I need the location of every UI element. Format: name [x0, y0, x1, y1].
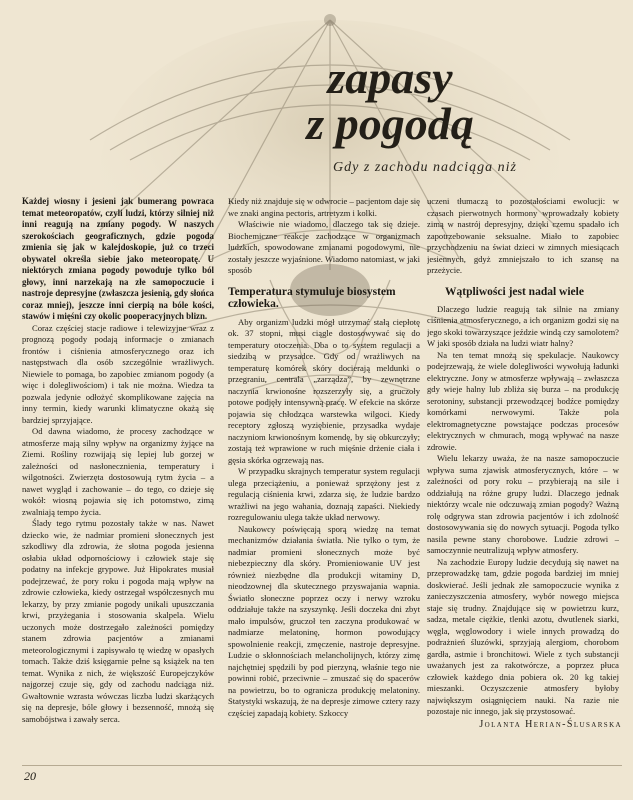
body-paragraph: Dlaczego ludzie reagują tak silnie na zmiany ciśnienia atmosferycznego, a ich organizm godzi się na jego skoki towarzyszące jeździe windą czy samolotem? W jaki sposób działa na ludzi wiatr halny? [427, 303, 619, 348]
lead-paragraph: Każdej wiosny i jesieni jak bumerang powraca temat meteoropatów, czyli ludzi, którzy silniej niż inni reagują na zmiany pogody. W naszych szerokościach geograficznych, gdzie pogoda zmienia się jak w kalejdoskopie, już co trzeci obywatel określa siebie jako meteoropatę. U niektórych zmiana pogody powoduje tylko ból głowy, inni narzekają na złe samopoczucie i nastroje depresyjne (zwłaszcza jesienią, gdy słońca coraz mniej), jeszcze inni cierpią na bóle kości, stawów i mięśni czy okolic pooperacyjnych blizn. [22, 196, 214, 321]
footer-divider [22, 765, 622, 766]
body-paragraph: uczeni tłumaczą to pozostałościami ewolucji: w czasach pierwotnych hormony wprowadzały kobiety zimą w nastrój depresyjny, dzięki czemu spadało ich zapotrzebowanie seksualne. Miało to zapobiec przychodzeniu na świat dzieci w zimnych miesiącach jesiennych, gdyż zmniejszało to ich szansę na przeżycie. [427, 196, 619, 275]
body-paragraph: Ślady tego rytmu pozostały także w nas. Nawet dziecko wie, że nadmiar promieni słonecznych jest szkodliwy dla zdrowia, że słotna pogoda jesienna osłabia układ odpornościowy i człowiek staje się podatny na infekcje grypowe. Już Hipokrates musiał podejrzewać, że pory roku i pogoda mają wpływ na zdrowie człowieka, kiedy ostrzegał współczesnych mu lekarzy, by przy zmianie pogody unikali upuszczania krwi, przyżegania i stosowania skalpela. Wielu uczonych może dostrzegało zależności pomiędzy stanem zdrowia pacjentów a zmianami meteorologicznymi i zapisywało tę wiedzę w opasłych tomach. Także dziś księgarnie pełne są książek na ten temat. Wynika z nich, że większość Europejczyków najgorzej czuje się, gdy od zachodu nadciąga niż. Gwałtownie wzrasta wówczas liczba ludzi skarżących się na depresje, bóle głowy i bezsenność, mnożą się samobójstwa i zawały serca. [22, 518, 214, 724]
body-paragraph: Na ten temat mnożą się spekulacje. Naukowcy podejrzewają, że wiele dolegliwości wywołują ładunki elektryczne. Jony w atmosferze wpływają – zwłaszcza gdy wieje halny lub zbliża się burza – na produkcję serotoniny, substancji przewodzącej bodźce pomiędzy komórkami nerwowymi. Także pola elektromagnetyczne powstające podczas procesów elektrycznych w chmurach, mogą wpływać na nasze zdrowie. [427, 349, 619, 452]
body-paragraph: Kiedy niż znajduje się w odwrocie – pacjentom daje się we znaki angina pectoris, artretyzm i kolki. [228, 196, 420, 218]
body-paragraph: Aby organizm ludzki mógł utrzymać stałą ciepłotę ok. 37 stopni, musi ciągle dostosowywać się do temperatury otoczenia. Dba o to system regulacji a siedzibą w przysadce. Gdy od wrażliwych na temperaturę komórek skóry docierają meldunki o przegraniu, centrala „zarządza”, by zewnętrzne naczynia krwionośne rozszerzyły się, a gruczoły potowe podjęły intensywną pracę. W efekcie na skórze pojawia się chłodząca warstewka wilgoci. Kiedy receptory zgłoszą wyziębienie, przysadka wydaje naczyniom krwionośnym komendę, by się obkurczyły; zostają też wprawione w ruch mięśnie drżenie ciała i gęsia skórka ogrzewają nas. [228, 316, 420, 465]
title-line-1: zapasy [327, 52, 453, 103]
title-line-2: z pogodą [306, 98, 474, 149]
column-3 [427, 196, 619, 716]
section-heading-temperature: Temperatura stymuluje biosystem człowieka. [228, 285, 396, 310]
body-paragraph: Naukowcy poświęcają sporą wiedzę na temat mechanizmów działania światła. Nie tylko o tym, że nadmiar promieni słonecznych może być niebezpieczny dla skóry. Promieniowanie UV jest również niezbędne dla produkcji witaminy D, nieodzownej dla skutecznego przyswajania wapnia. Światło słoneczne poprzez oczy i nerwy wzroku oddziałuje także na szyszynkę. Jeśli doczeka dni zbyt mało impulsów, gruczoł ten zaczyna produkować w nadmiarze melatoninę, hormon powodujący spowolnienie reakcji, zmęczenie, nastroje depresyjne. Ludzie o skłonnościach melancholijnych, którzy zimę najchętniej spędzili by pod pierzyną, właśnie tego nie powinni robić, przeciwnie – zmuszać się do spacerów na powietrzu, bo to ogranicza produkcję melatoniny. Statystyki wskazują, że na depresje zimowe cztery razy częściej zapadają kobiety. Szkoccy [228, 523, 420, 718]
page-number: 20 [24, 769, 36, 783]
body-paragraph: Na zachodzie Europy ludzie decydują się nawet na przeprowadzkę tam, gdzie pogoda bardziej im mniej doskwierać. Jeśli jednak złe samopoczucie wynika z zanieczyszczenia atmosfery, wybór nowego miejsca staje się trudny. Znajdujące się w powietrzu kurz, sadza, metale ciężkie, tlenki azotu, dwutlenek siarki, węgla, węglowodory i wiele innych prowadzą do podrażnień śluzówki, sprzyjają alergiom, chorobom gardła, astmie i bronchitowi. Wiele z tych substancji uważanych jest za rakotwórcze, a poprzez płuca człowiek każdego dnia pobiera ok. 20 kg takiej mieszanki. Oczyszczenie atmosfery byłoby największym osiągnięciem nauki. Na razie nie pozostaje nic innego, jak się przystosować. [427, 556, 619, 716]
article-title [220, 52, 560, 149]
body-paragraph: Od dawna wiadomo, że procesy zachodzące w atmosferze mają silny wpływ na organizmy żyjące na Ziemi. Rośliny rozwijają się lepiej lub gorzej w zależności od nasłonecznienia, temperatury i wilgotności. Zwierzęta dostosowują rytm życia – a nawet wygląd i zachowanie – do tego, co dzieje się wokół: wiosną pojawia się ich potomstwo, zimą zwalniają tempo życia. [22, 426, 214, 517]
article-subtitle: Gdy z zachodu nadciąga niż [333, 160, 517, 175]
section-heading-doubts: Wątpliwości jest nadal wiele [445, 285, 584, 298]
column-2 [228, 196, 420, 766]
body-paragraph: Właściwie nie wiadomo, dlaczego tak się dzieje. Biochemiczne reakcje zachodzące w organizmach ludzkich, spowodowane zmianami pogodowymi, nie zostały jeszcze wyjaśnione. Wiadomo natomiast, w jaki sposób [228, 219, 420, 275]
body-paragraph: Coraz częściej stacje radiowe i telewizyjne wraz z prognozą pogody podają informacje o zmianach frontów i ciśnienia atmosferycznego oraz ich następstwach dla osób szczególnie wrażliwych. Niewiele to pomaga, bo zapobiec zmianom pogody (a więc i dolegliwościom) i tak nie można. Wiedza ta pozwala jedynie odłożyć skomplikowane zajęcia na inny termin, kiedy warunki klimatyczne okażą się bardziej sprzyjające. [22, 322, 214, 425]
body-paragraph: Wielu lekarzy uważa, że na nasze samopoczucie wpływa suma zjawisk atmosferycznych, które – w zależności od pory roku – przybierają na sile i oddziałują na różne grupy ludzi. Dlaczego jednak niektórzy wcale nie odczuwają zmian pogody? Ważną rolę odgrywa stan zdrowia pacjentów i ich zdolność dostosowywania się do nowych sytuacji. Pogoda tylko nasila pewne stany chorobowe. Ludzie zdrowi – samoczynnie neutralizują wpływ atmosfery. [427, 453, 619, 555]
author-signature: Jolanta Herian-Ślusarska [479, 719, 622, 730]
column-1 [22, 196, 214, 766]
body-paragraph: W przypadku skrajnych temperatur system regulacji ulega przeciążeniu, a ponieważ sprzężony jest z regulacją ciśnienia krwi, zdarza się, że ludzie bardzo wrażliwi na jego wahania, doznają zapaści. Niekiedy rozregulowaniu ulega także układ nerwowy. [228, 466, 420, 522]
